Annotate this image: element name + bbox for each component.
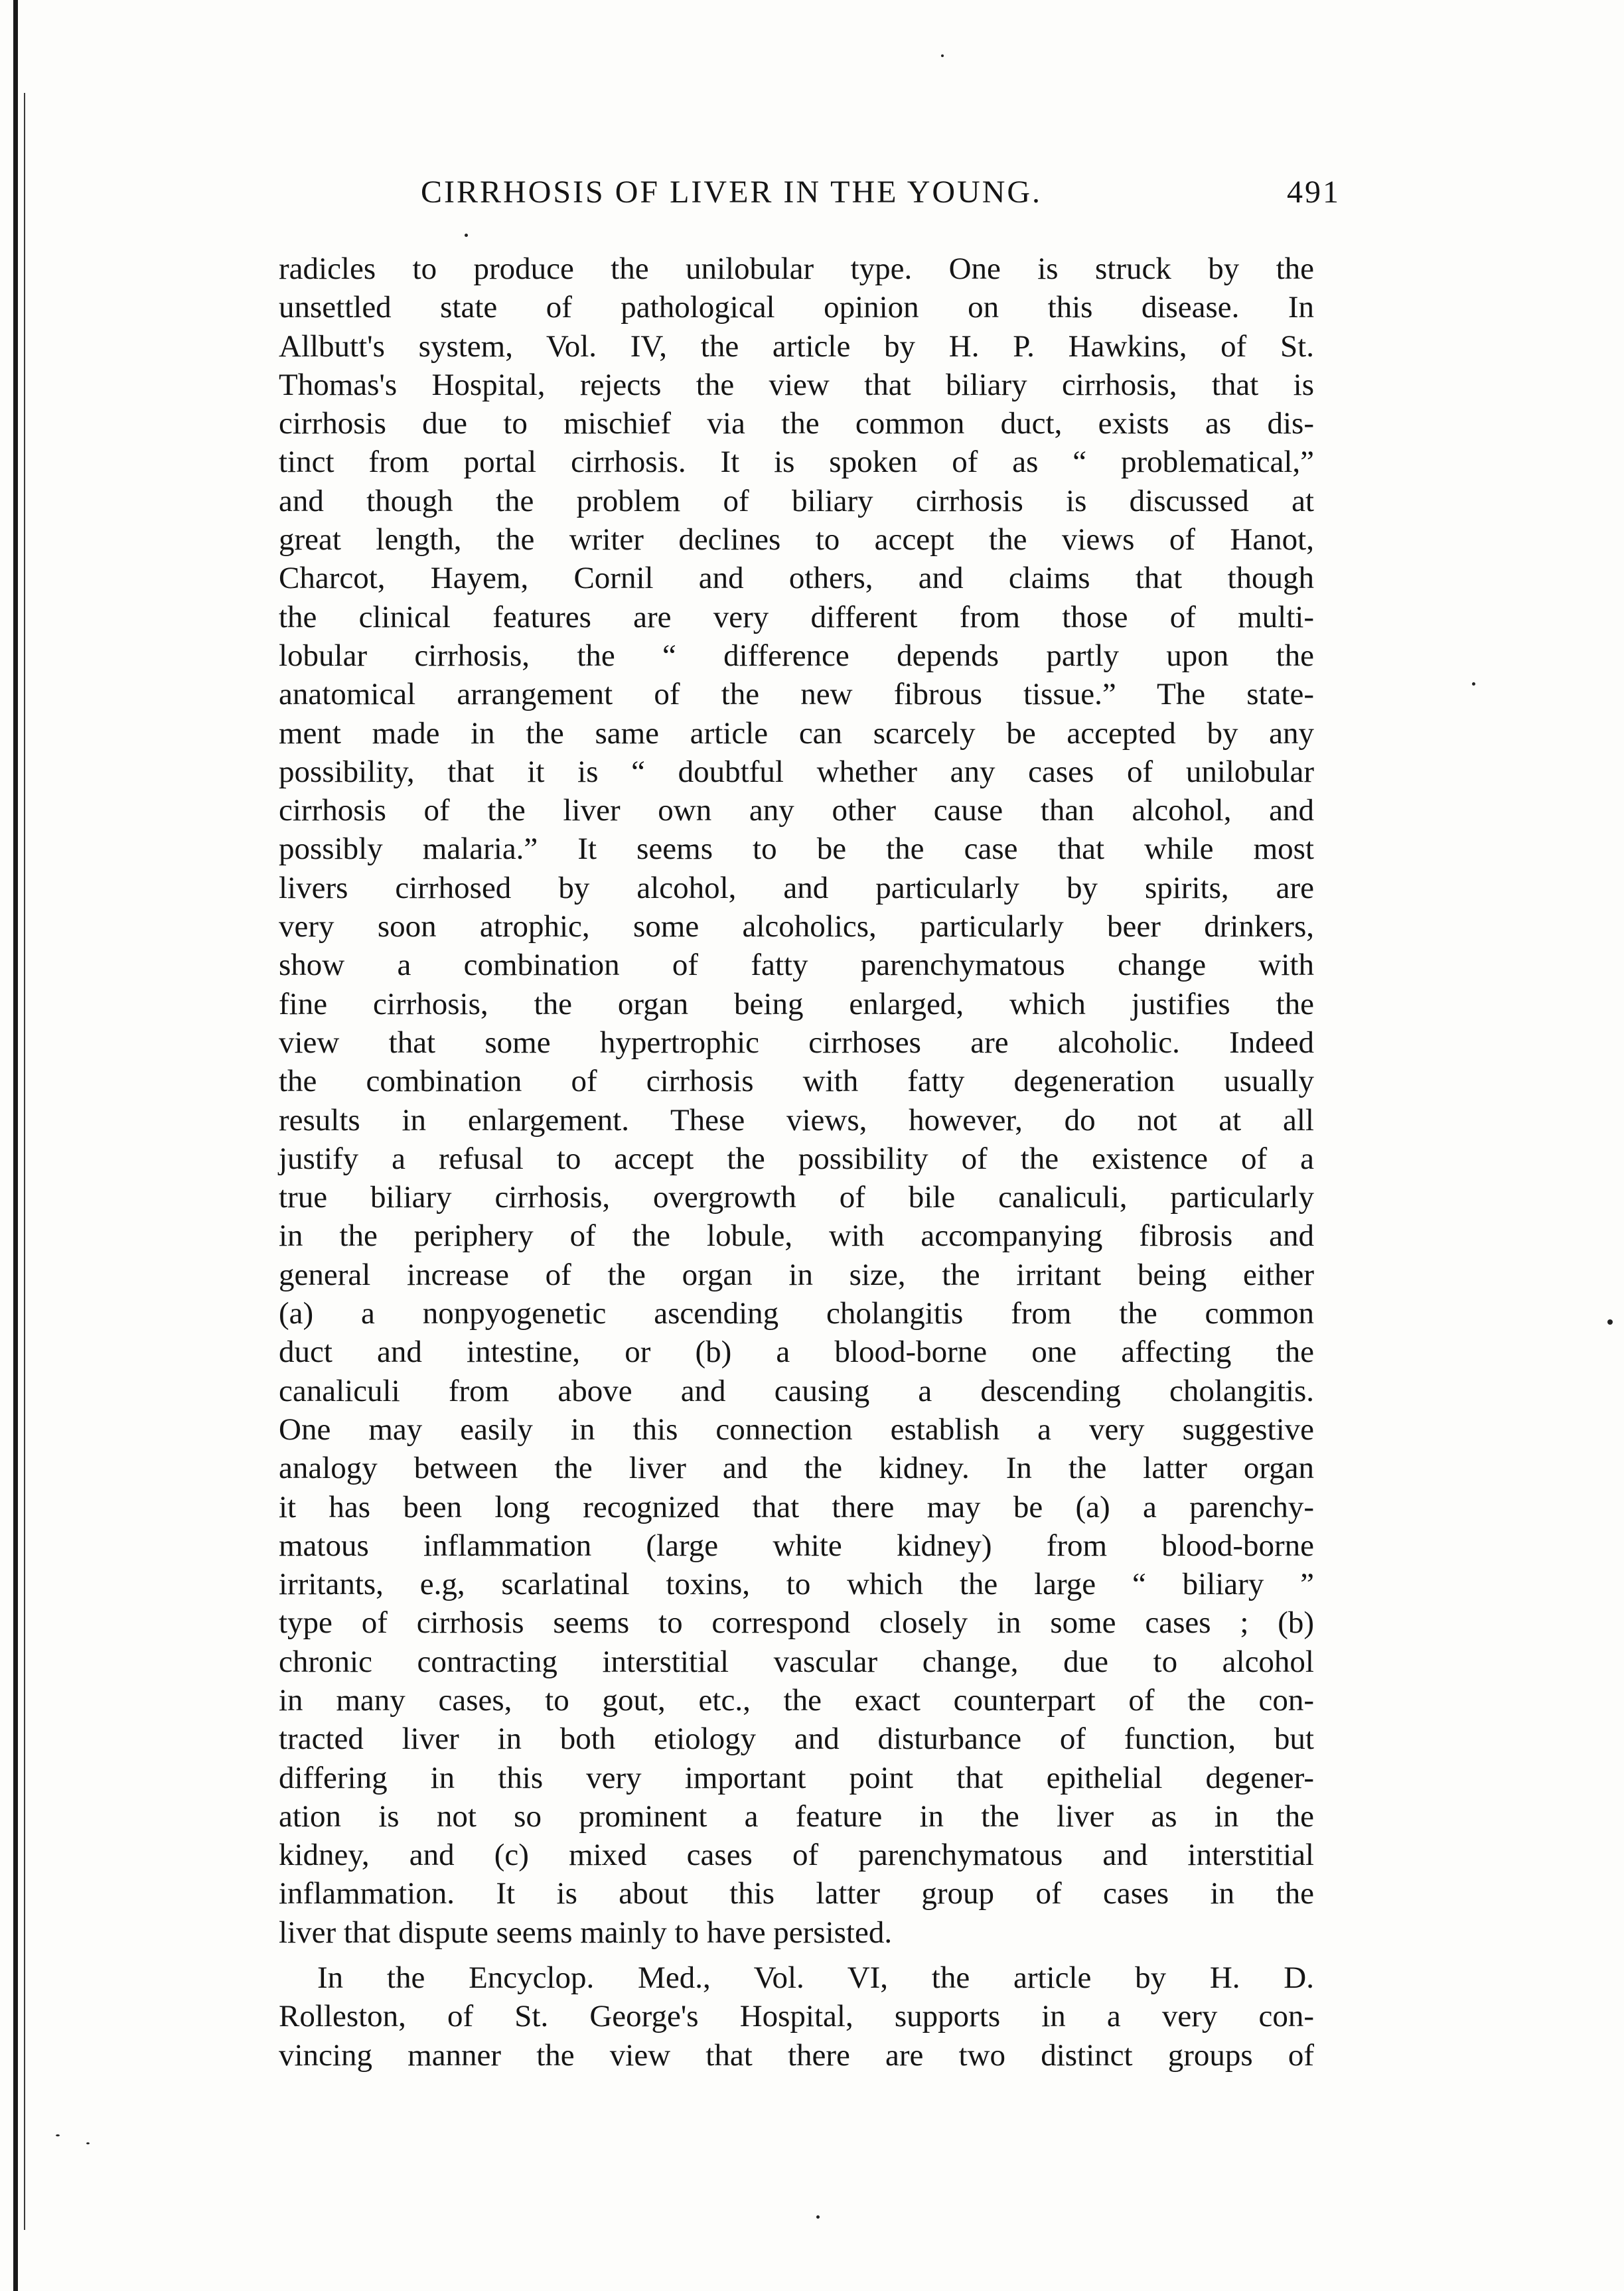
text-line: analogy between the liver and the kidney. In the latter organ: [279, 1451, 1314, 1486]
text-line: inflammation. It is about this latter group of cases in the: [279, 1876, 1314, 1911]
text-line: duct and intestine, or (b) a blood-borne one affecting the: [279, 1335, 1314, 1370]
text-line: the clinical features are very different from those of multi-: [279, 599, 1314, 634]
text-line: anatomical arrangement of the new fibrous tissue.” The state-: [279, 677, 1314, 712]
text-line: Allbutt's system, Vol. IV, the article by H. P. Hawkins, of St.: [279, 329, 1314, 364]
binding-edge: [13, 0, 18, 2291]
text-line: in many cases, to gout, etc., the exact counterpart of the con-: [279, 1682, 1314, 1718]
print-speck: [816, 2215, 820, 2219]
text-line: results in enlargement. These views, however, do not at all: [279, 1102, 1314, 1138]
text-line: in the periphery of the lobule, with accompanying fibrosis and: [279, 1219, 1314, 1254]
text-line: the combination of cirrhosis with fatty degeneration usually: [279, 1064, 1314, 1099]
print-speck: [56, 2134, 60, 2136]
print-speck: [1472, 682, 1475, 686]
text-line: Thomas's Hospital, rejects the view that biliary cirrhosis, that is: [279, 367, 1314, 402]
text-line: very soon atrophic, some alcoholics, particularly beer drinkers,: [279, 909, 1314, 944]
text-line: it has been long recognized that there may be (a) a parenchy-: [279, 1489, 1314, 1524]
text-line: tinct from portal cirrhosis. It is spoken of as “ problematical,”: [279, 445, 1314, 480]
page-number: 491: [1287, 175, 1341, 210]
paragraph-gap: [279, 1952, 1314, 1958]
text-line: general increase of the organ in size, the irritant being either: [279, 1257, 1314, 1292]
text-line: One may easily in this connection establish a very suggestive: [279, 1412, 1314, 1447]
text-line: type of cirrhosis seems to correspond closely in some cases ; (b): [279, 1605, 1314, 1641]
print-speck: [941, 54, 944, 57]
text-line: unsettled state of pathological opinion on this disease. In: [279, 290, 1314, 325]
text-line: kidney, and (c) mixed cases of parenchymatous and interstitial: [279, 1838, 1314, 1873]
text-line: livers cirrhosed by alcohol, and particularly by spirits, are: [279, 870, 1314, 905]
text-line: cirrhosis of the liver own any other cause than alcohol, and: [279, 793, 1314, 828]
text-line: Charcot, Hayem, Cornil and others, and claims that though: [279, 561, 1314, 596]
text-line: justify a refusal to accept the possibility of the existence of a: [279, 1141, 1314, 1176]
body-text: [279, 250, 1314, 2075]
print-speck: [465, 234, 468, 237]
text-line: show a combination of fatty parenchymatous change with: [279, 948, 1314, 983]
text-line: Rolleston, of St. George's Hospital, supports in a very con-: [279, 1999, 1314, 2034]
paragraph: [279, 1958, 1314, 2075]
text-line: matous inflammation (large white kidney) from blood-borne: [279, 1528, 1314, 1563]
text-line: lobular cirrhosis, the “ difference depends partly upon the: [279, 638, 1314, 673]
print-speck: [86, 2142, 90, 2144]
binding-edge-shadow: [24, 93, 25, 2230]
text-line: and though the problem of biliary cirrhosis is discussed at: [279, 483, 1314, 518]
text-line: ment made in the same article can scarcely be accepted by any: [279, 715, 1314, 751]
text-line: possibility, that it is “ doubtful whether any cases of unilobular: [279, 754, 1314, 789]
text-line: irritants, e.g, scarlatinal toxins, to which the large “ biliary ”: [279, 1567, 1314, 1602]
text-line: radicles to produce the unilobular type. One is struck by the: [279, 252, 1314, 286]
text-line: fine cirrhosis, the organ being enlarged, which justifies the: [279, 986, 1314, 1021]
text-line: ation is not so prominent a feature in the liver as in the: [279, 1799, 1314, 1834]
text-line: chronic contracting interstitial vascular change, due to alcohol: [279, 1644, 1314, 1679]
print-speck: [1607, 1319, 1613, 1325]
running-header: [279, 174, 1341, 227]
text-line: (a) a nonpyogenetic ascending cholangitis from the common: [279, 1296, 1314, 1331]
text-line: canaliculi from above and causing a descending cholangitis.: [279, 1373, 1314, 1408]
text-line: view that some hypertrophic cirrhoses are alcoholic. Indeed: [279, 1025, 1314, 1060]
text-line: differing in this very important point that epithelial degener-: [279, 1760, 1314, 1795]
text-line: possibly malaria.” It seems to be the case that while most: [279, 832, 1314, 867]
text-line: cirrhosis due to mischief via the common duct, exists as dis-: [279, 406, 1314, 441]
text-line: In the Encyclop. Med., Vol. VI, the article by H. D.: [317, 1960, 1314, 1996]
running-title: CIRRHOSIS OF LIVER IN THE YOUNG.: [421, 175, 1043, 210]
paragraph: [279, 250, 1314, 1952]
text-line: vincing manner the view that there are two distinct groups of: [279, 2037, 1314, 2073]
text-line: great length, the writer declines to accept the views of Hanot,: [279, 522, 1314, 557]
text-line: tracted liver in both etiology and disturbance of function, but: [279, 1722, 1314, 1757]
text-line: liver that dispute seems mainly to have persisted.: [279, 1915, 893, 1950]
text-line: true biliary cirrhosis, overgrowth of bile canaliculi, particularly: [279, 1180, 1314, 1215]
